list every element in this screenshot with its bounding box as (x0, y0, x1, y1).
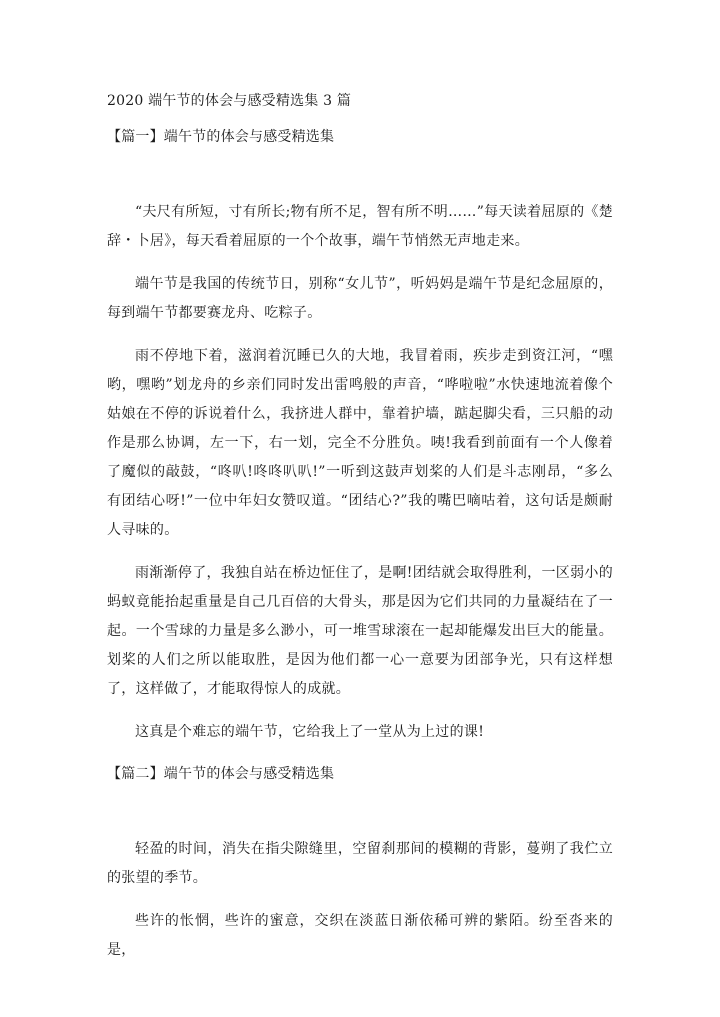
paragraph: 这真是个难忘的端午节，它给我上了一堂从为上过的课! (135, 724, 485, 740)
paragraph: 轻盈的时间，消失在指尖隙缝里，空留刹那间的模糊的背影，蔓朔了我伫立的张望的季节。 (107, 841, 613, 886)
paragraph: “夫尺有所短，寸有所长;物有所不足，智有所不明……”每天读着屈原的《楚辞・卜居》，每天看着屈原的一个个故事，端午节悄然无声地走来。 (107, 204, 613, 249)
section-heading-1: 【篇一】端午节的体会与感受精选集 (107, 129, 335, 145)
document-body (107, 90, 613, 979)
document-title: 2020 端午节的体会与感受精选集 3 篇 (107, 93, 352, 109)
paragraph: 些许的怅惘，些许的蜜意，交织在淡蓝日渐依稀可辨的紫陌。纷至沓来的是， (107, 913, 613, 958)
paragraph: 雨不停地下着，滋润着沉睡已久的大地，我冒着雨，疾步走到资江河，“嘿哟，嘿哟”划龙舟的乡亲们同时发出雷鸣般的声音，“哗啦啦”水快速地流着像个姑娘在不停的诉说着什么，我挤进人群中，靠着护墙，踮起脚尖看，三只船的动作是那么协调，左一下，右一划，完全不分胜负。咦!我看到前面有一个人像着了魔似的敲鼓，“咚叭!咚咚叭叭!”一听到这鼓声划桨的人们是斗志刚昂，“多么有团结心呀!”一位中年妇女赞叹道。“团结心?”我的嘴巴嘀咕着，这句话是颇耐人寻味的。 (107, 348, 613, 538)
paragraph: 端午节是我国的传统节日，别称“女儿节”，听妈妈是端午节是纪念屈原的，每到端午节都要赛龙舟、吃粽子。 (107, 276, 613, 321)
section-heading-2: 【篇二】端午节的体会与感受精选集 (107, 766, 335, 782)
paragraph: 雨渐渐停了，我独自站在桥边怔住了，是啊!团结就会取得胜利，一区弱小的蚂蚁竟能抬起重量是自己几百倍的大骨头，那是因为它们共同的力量凝结在了一起。一个雪球的力量是多么渺小，可一堆雪球滚在一起却能爆发出巨大的能量。划桨的人们之所以能取胜，是因为他们都一心一意要为团部争光，只有这样想了，这样做了，才能取得惊人的成就。 (107, 565, 613, 697)
